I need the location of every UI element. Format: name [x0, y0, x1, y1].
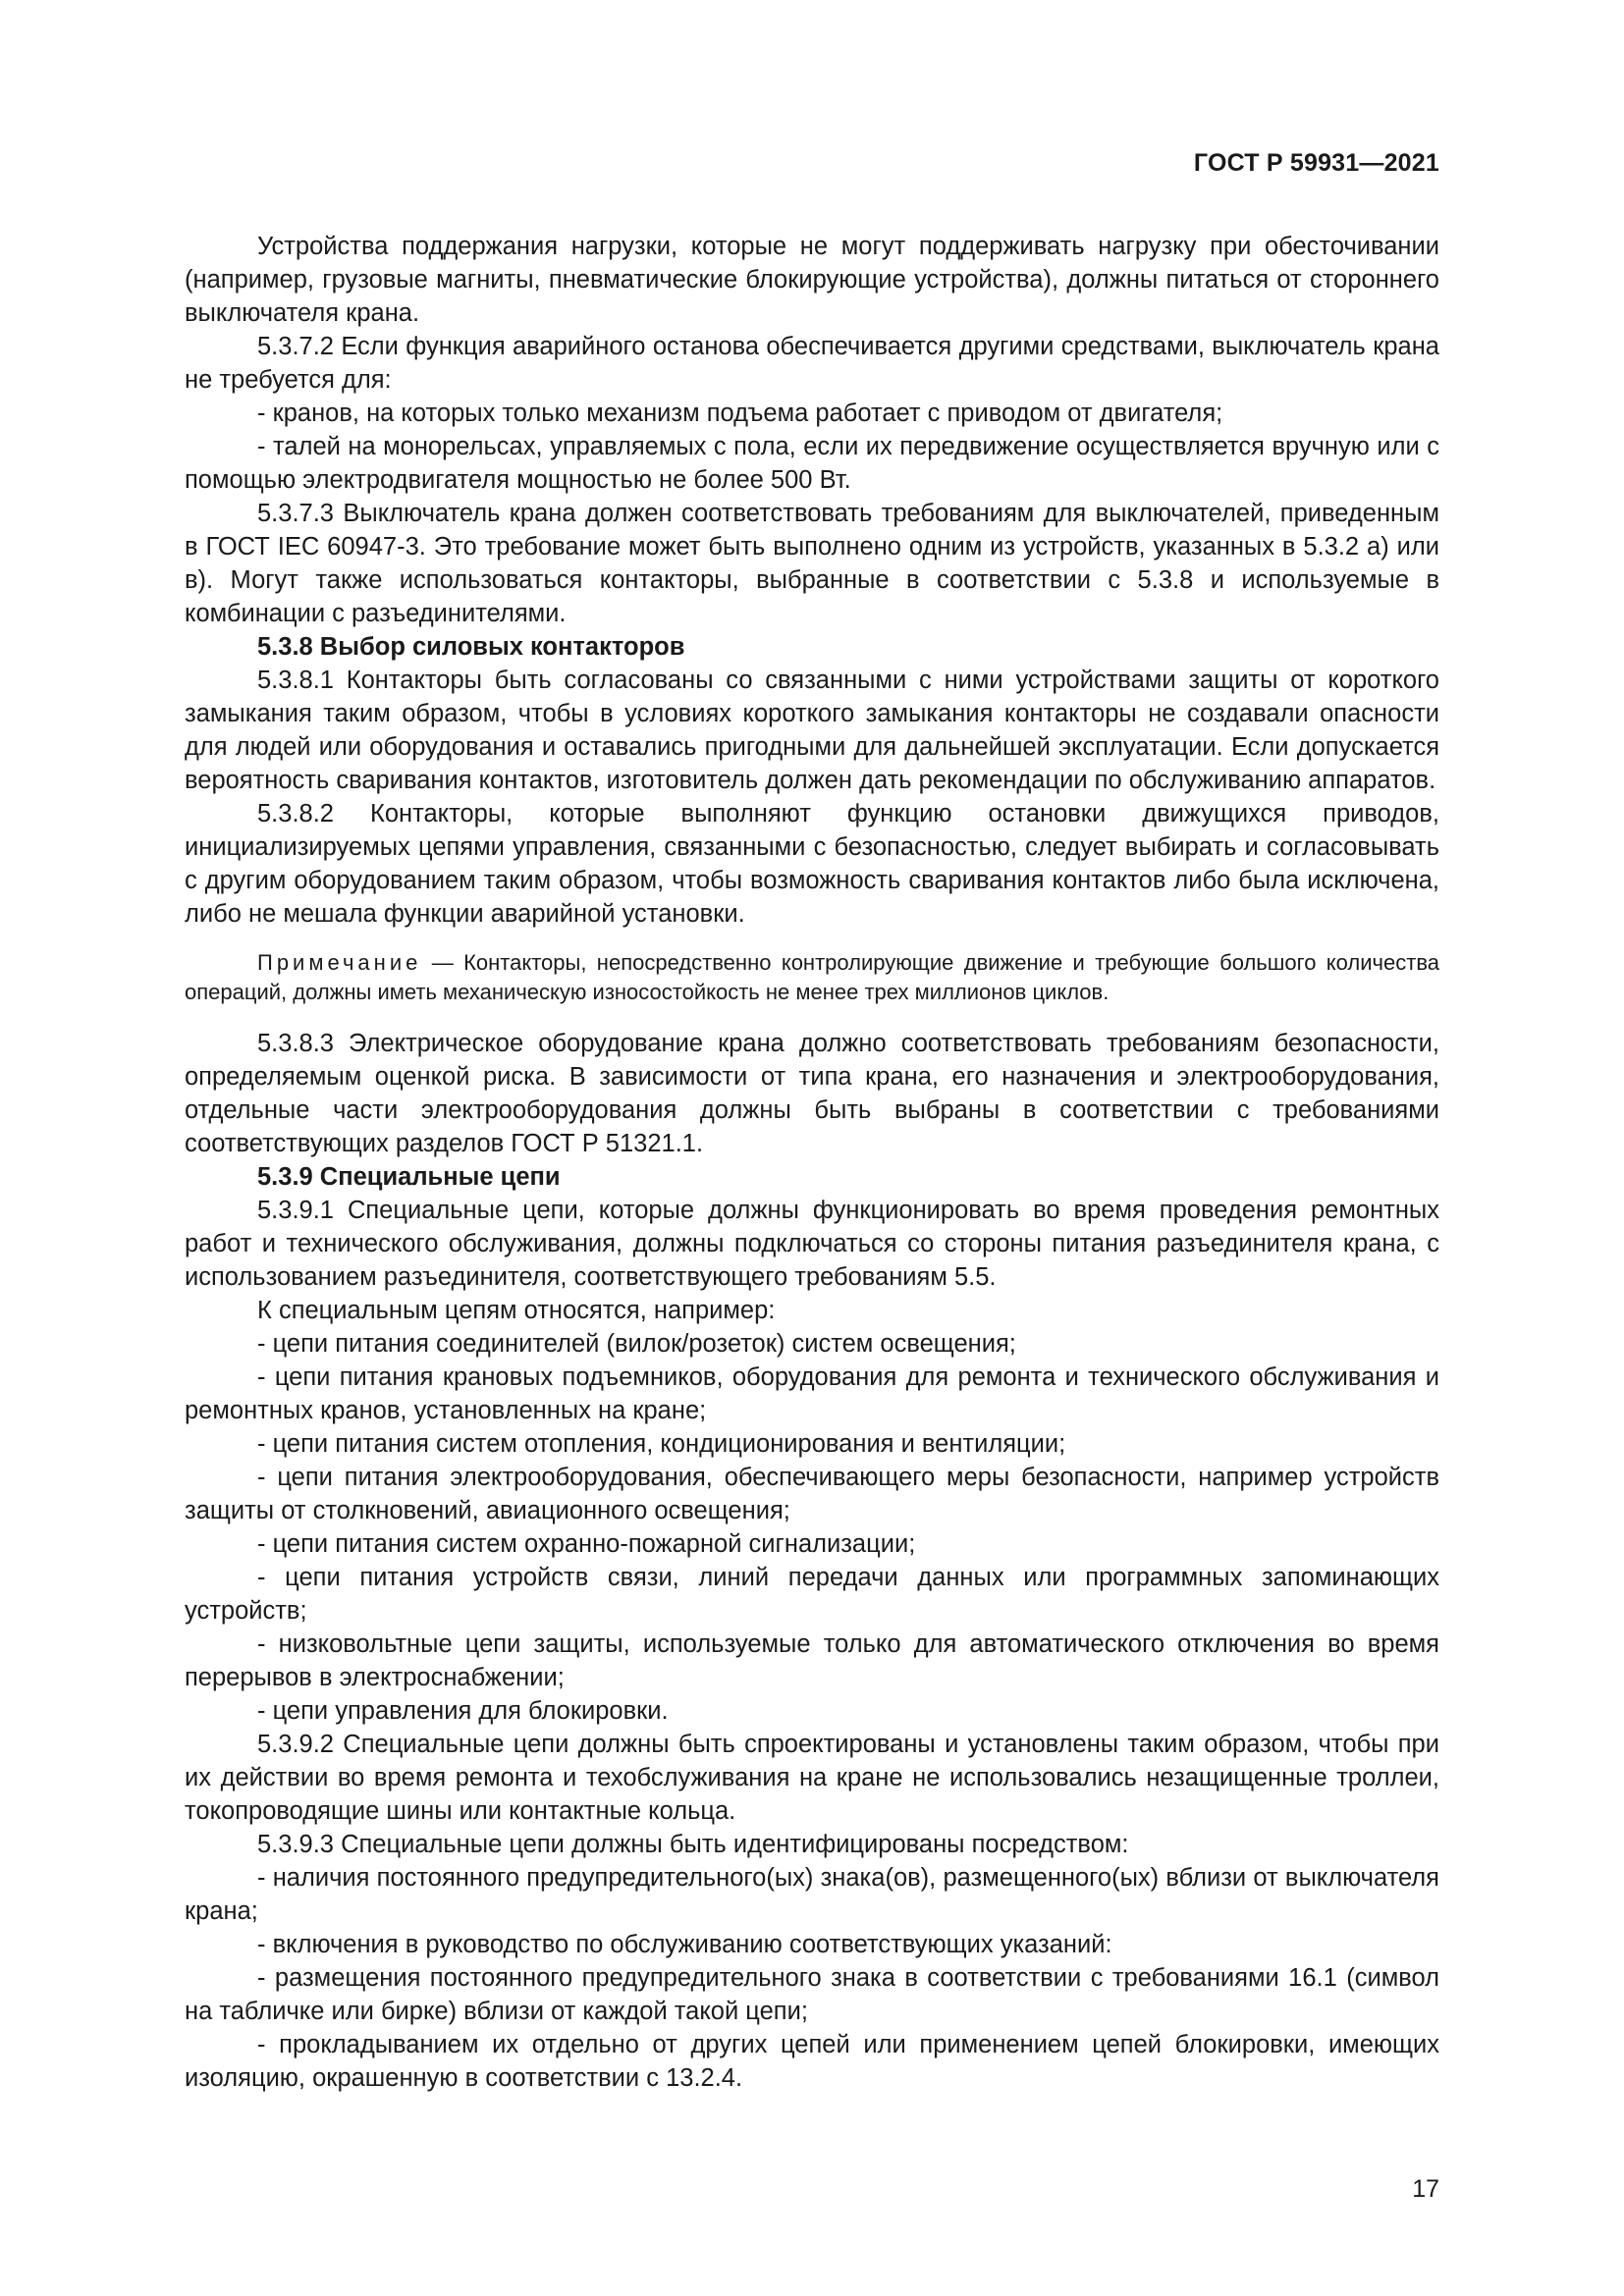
paragraph: 5.3.7.3 Выключатель крана должен соответствовать требованиям для выключателей, приведенным в ГОСТ IEC 60947-3. Это требование может быть выполнено одним из устройств, указанных в 5.3.2 а) или в). Могут также использоваться контакторы, выбранные в соответствии с 5.3.8 и используемые в комбинации с разъединителями. [185, 500, 1439, 627]
list-item: - кранов, на которых только механизм подъема работает с приводом от двигателя; [257, 400, 1223, 427]
paragraph: 5.3.8.2 Контакторы, которые выполняют функцию остановки движущихся приводов, инициализируемых цепями управления, связанными с безопасностью, следует выбирать и согласовывать с другим оборудованием таким образом, чтобы возможность сваривания контактов либо была исключена, либо не мешала функции аварийной установки. [185, 800, 1439, 928]
list-item: - талей на монорельсах, управляемых с пола, если их передвижение осуществляется вручную или с помощью электродвигателя мощностью не более 500 Вт. [185, 433, 1439, 494]
paragraph: К специальным цепям относятся, например: [257, 1297, 776, 1324]
list-item: - низковольтные цепи защиты, используемые только для автоматического отключения во время перерывов в электроснабжении; [185, 1630, 1439, 1691]
document-id-header: ГОСТ Р 59931—2021 [1193, 149, 1439, 177]
note [185, 948, 1439, 1007]
note-label: Примечание [257, 950, 422, 975]
list-item: - цепи питания систем отопления, кондиционирования и вентиляции; [257, 1430, 1066, 1458]
paragraph: Устройства поддержания нагрузки, которые не могут поддерживать нагрузку при обесточивании (например, грузовые магниты, пневматические блокирующие устройства), должны питаться от стороннего выключателя крана. [185, 233, 1439, 327]
list-item: - цепи питания соединителей (вилок/розеток) систем освещения; [257, 1330, 1016, 1358]
list-item: - цепи питания электрооборудования, обеспечивающего меры безопасности, например устройств защиты от столкновений, авиационного освещения; [185, 1464, 1439, 1524]
section-heading: 5.3.8 Выбор силовых контакторов [257, 633, 685, 661]
list-item: - наличия постоянного предупредительного(ых) знака(ов), размещенного(ых) вблизи от выключателя крана; [185, 1864, 1439, 1925]
page-number: 17 [1412, 2175, 1439, 2203]
list-item: - цепи питания устройств связи, линий передачи данных или программных запоминающих устройств; [185, 1564, 1439, 1625]
list-item: - цепи питания крановых подъемников, оборудования для ремонта и технического обслуживания и ремонтных кранов, установленных на кране; [185, 1363, 1439, 1424]
list-item: - цепи управления для блокировки. [257, 1697, 669, 1725]
document-body [185, 230, 1439, 2095]
paragraph: 5.3.9.2 Специальные цепи должны быть спроектированы и установлены таким образом, чтобы при их действии во время ремонта и техобслуживания на кране не использовались незащищенные троллеи, токопроводящие шины или контактные кольца. [185, 1731, 1439, 1825]
paragraph: 5.3.7.2 Если функция аварийного останова обеспечивается другими средствами, выключатель крана не требуется для: [185, 333, 1439, 394]
list-item: - цепи питания систем охранно-пожарной сигнализации; [257, 1530, 916, 1558]
list-item: - прокладыванием их отдельно от других цепей или применением цепей блокировки, имеющих изоляцию, окрашенную в соответствии с 13.2.4. [185, 2031, 1439, 2092]
section-heading: 5.3.9 Специальные цепи [257, 1163, 561, 1191]
paragraph: 5.3.8.3 Электрическое оборудование крана должно соответствовать требованиям безопасности, определяемым оценкой риска. В зависимости от типа крана, его назначения и электрооборудования, отдельные части электрооборудования должны быть выбраны в соответствии с требованиями соответствующих разделов ГОСТ Р 51321.1. [185, 1030, 1439, 1157]
note-text: — Контакторы, непосредственно контролирующие движение и требующие большого количества операций, должны иметь механическую износостойкость не менее трех миллионов циклов. [185, 950, 1439, 1004]
list-item: - размещения постоянного предупредительного знака в соответствии с требованиями 16.1 (символ на табличке или бирке) вблизи от каждой такой цепи; [185, 1964, 1439, 2025]
paragraph: 5.3.8.1 Контакторы быть согласованы со связанными с ними устройствами защиты от короткого замыкания таким образом, чтобы в условиях короткого замыкания контакторы не создавали опасности для людей или оборудования и оставались пригодными для дальнейшей эксплуатации. Если допускается вероятность сваривания контактов, изготовитель должен дать рекомендации по обслуживанию аппаратов. [185, 667, 1439, 794]
paragraph: 5.3.9.1 Специальные цепи, которые должны функционировать во время проведения ремонтных работ и технического обслуживания, должны подключаться со стороны питания разъединителя крана, с использованием разъединителя, соответствующего требованиям 5.5. [185, 1197, 1439, 1291]
paragraph: 5.3.9.3 Специальные цепи должны быть идентифицированы посредством: [257, 1831, 1129, 1858]
list-item: - включения в руководство по обслуживанию соответствующих указаний: [257, 1931, 1112, 1958]
